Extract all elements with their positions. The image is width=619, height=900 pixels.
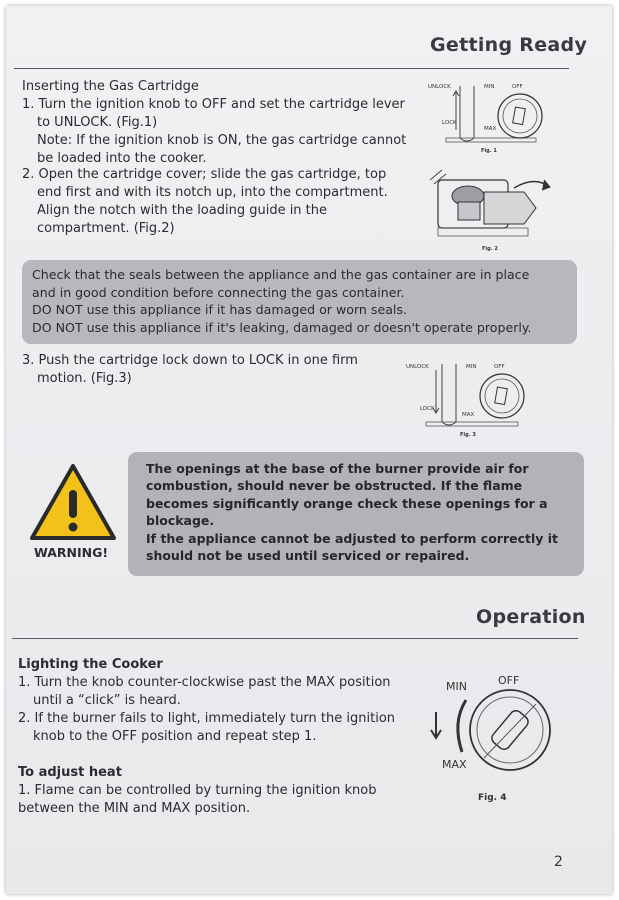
warning-box xyxy=(128,452,584,576)
fig3-caption: Fig. 3 xyxy=(460,432,476,438)
fig1-unlock-label: UNLOCK xyxy=(428,84,451,90)
lighting-steps xyxy=(18,674,395,746)
fig4-min-label: MIN xyxy=(446,680,467,693)
fig4-max-label: MAX xyxy=(442,758,467,771)
warning-label: WARNING! xyxy=(34,545,109,560)
warning-line: If the appliance cannot be adjusted to perform correctly it xyxy=(146,530,559,546)
step-2-line: compartment. (Fig.2) xyxy=(37,221,175,236)
section-title-operation: Operation xyxy=(476,606,586,628)
fig3-off-label: OFF xyxy=(494,364,505,370)
fig2-caption: Fig. 2 xyxy=(482,246,498,252)
fig4-off-label: OFF xyxy=(498,674,520,687)
divider-rule xyxy=(12,638,578,639)
adjust-line: between the MIN and MAX position. xyxy=(18,801,251,816)
warning-line: blockage. xyxy=(146,513,215,529)
lighting-line: 2. If the burner fails to light, immediately turn the ignition xyxy=(18,711,396,726)
warning-line: combustion, should never be obstructed. If the flame xyxy=(146,478,523,494)
subheading-adjust-heat: To adjust heat xyxy=(18,765,122,780)
caution-line: and in good condition before connecting the gas container. xyxy=(32,284,405,300)
page-number: 2 xyxy=(554,854,563,870)
caution-line: Check that the seals between the appliance and the gas container are in place xyxy=(32,267,530,282)
fig1-off-label: OFF xyxy=(512,84,523,90)
subheading-lighting-cooker: Lighting the Cooker xyxy=(18,657,163,672)
fig4-caption: Fig. 4 xyxy=(478,793,507,803)
fig1-lock-label: LOCK xyxy=(442,120,457,126)
fig3-lock-label: LOCK xyxy=(420,406,435,412)
step-1-line: 1. Turn the ignition knob to OFF and set the cartridge lever xyxy=(22,97,405,112)
fig3-max-label: MAX xyxy=(462,412,475,418)
figure-4-knob-operation xyxy=(422,666,562,806)
figure-2-cartridge-insertion xyxy=(424,162,559,252)
adjust-steps xyxy=(18,782,377,818)
lighting-line: knob to the OFF position and repeat step 1. xyxy=(33,729,317,744)
step-2-line: end first and with its notch up, into the compartment. xyxy=(37,185,388,200)
lighting-line: until a “click” is heard. xyxy=(33,693,181,708)
step-2-block xyxy=(22,166,388,238)
manual-page xyxy=(6,6,612,894)
fig3-unlock-label: UNLOCK xyxy=(406,364,429,370)
fig3-min-label: MIN xyxy=(466,364,477,370)
caution-line: DO NOT use this appliance if it has damaged or worn seals. xyxy=(32,302,407,317)
caution-line: DO NOT use this appliance if it's leaking, damaged or doesn't operate properly. xyxy=(32,319,532,335)
step-1-note-line: Note: If the ignition knob is ON, the gas cartridge cannot xyxy=(37,133,407,148)
warning-line: should not be used until serviced or repaired. xyxy=(146,548,470,564)
fig1-caption: Fig. 1 xyxy=(481,148,497,154)
subheading-inserting-cartridge: Inserting the Gas Cartridge xyxy=(22,79,199,94)
adjust-line: 1. Flame can be controlled by turning the ignition knob xyxy=(18,783,377,798)
step-2-line: 2. Open the cartridge cover; slide the gas cartridge, top xyxy=(22,167,387,182)
figure-1-knob-unlock xyxy=(426,72,546,156)
warning-line: The openings at the base of the burner provide air for xyxy=(146,461,529,476)
fig1-max-label: MAX xyxy=(484,126,497,132)
fig1-min-label: MIN xyxy=(484,84,495,90)
step-1-line: to UNLOCK. (Fig.1) xyxy=(37,115,158,130)
step-3-block xyxy=(22,352,358,388)
lighting-line: 1. Turn the knob counter-clockwise past the MAX position xyxy=(18,675,391,690)
step-1-note-line: be loaded into the cooker. xyxy=(37,151,207,166)
divider-rule xyxy=(14,68,569,69)
warning-line: becomes significantly orange check these openings for a xyxy=(146,495,548,511)
step-2-line: Align the notch with the loading guide in the xyxy=(37,203,328,218)
step-3-line: 3. Push the cartridge lock down to LOCK in one firm xyxy=(22,353,358,368)
warning-triangle-icon xyxy=(28,462,118,544)
section-title-getting-ready: Getting Ready xyxy=(430,34,588,56)
step-3-line: motion. (Fig.3) xyxy=(37,371,132,386)
step-1-block xyxy=(22,96,406,168)
seal-caution-box xyxy=(22,260,577,344)
figure-3-knob-lock xyxy=(404,354,528,440)
